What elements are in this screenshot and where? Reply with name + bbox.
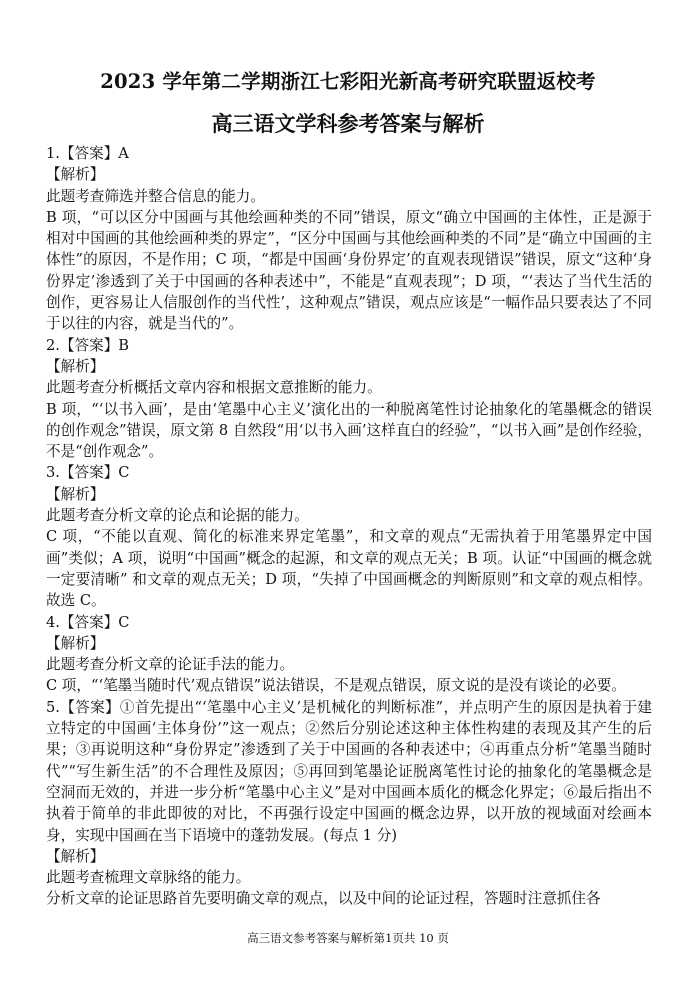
q1-analysis-label: 【解析】 [46, 166, 105, 184]
q4-answer: 4.【答案】C [46, 613, 130, 631]
q3-skill: 此题考查分析文章的论点和论据的能力。 [46, 507, 309, 525]
q1-answer: 1.【答案】A [46, 145, 129, 162]
q2-skill: 此题考查分析概括文章内容和根据文意推断的能力。 [46, 379, 382, 397]
q4-analysis-label: 【解析】 [46, 634, 105, 652]
q3-explanation: C 项，“不能以直观、简化的标准来界定笔墨”，和文章的观点“无需执着于用笔墨界定中国画”类似；A 项，说明“中国画”概念的起源，和文章的观点无关；B 项。认证“中国画的概念就一定要清晰” 和文章的观点无关；D 项，“失掉了中国画概念的判断原则”和文章的观点相悖。故选 C。 [46, 528, 652, 610]
q4-explanation: C 项，“‘笔墨当随时代’观点错误”说法错误，不是观点错误，原文说的是没有谈论的必要。 [46, 677, 626, 695]
document-subtitle: 高三语文学科参考答案与解析 [211, 111, 485, 136]
q2-analysis-label: 【解析】 [46, 357, 105, 375]
q5-skill: 此题考查梳理文章脉络的能力。 [46, 869, 251, 887]
q2-answer: 2.【答案】B [46, 336, 130, 354]
q1-skill: 此题考查筛选并整合信息的能力。 [46, 187, 265, 205]
q4-skill: 此题考查分析文章的论证手法的能力。 [46, 656, 295, 674]
q3-analysis-label: 【解析】 [46, 485, 105, 503]
q5-analysis-label: 【解析】 [46, 847, 105, 865]
document-title: 2023 学年第二学期浙江七彩阳光新高考研究联盟返校考 [100, 70, 596, 93]
q3-answer: 3.【答案】C [46, 464, 130, 482]
q5-explanation: 分析文章的论证思路首先要明确文章的观点，以及中间的论证过程，答题时注意抓住各 [46, 890, 601, 908]
q5-answer: 5.【答案】①首先提出“‘笔墨中心主义’是机械化的判断标准”，并点明产生的原因是执着于建立特定的中国画‘主体身份’”这一观点；②然后分别论述这种主体性构建的表现及其产生的后果；③再说明这种“身份界定”渗透到了关于中国画的各种表述中；④再重点分析“笔墨当随时代”“写生新生活”的不合理性及原因；⑤再回到笔墨论证脱离笔性讨论的抽象化的笔墨概念是空洞而无效的，并进一步分析“笔墨中心主义”是对中国画本质化的概念化界定；⑥最后指出不执着于简单的非此即彼的对比，不再强行设定中国画的概念边界，以开放的视域面对绘画本身，实现中国画在当下语境中的蓬勃发展。(每点 1 分) [46, 698, 652, 844]
q1-explanation: B 项，“可以区分中国画与其他绘画种类的不同”错误，原文“确立中国画的主体性，正是源于相对中国画的其他绘画种类的界定”，“区分中国画与其他绘画种类的不同”是“确立中国画的主体性”的原因，不是作用；C 项，“都是中国画‘身份界定’的直观表现错误”错误，原文“这种‘身份界定’渗透到了关于中国画的各种表述中”，不能是“直观表现”；D 项，“‘表达了当代生活的创作，更容易让人信服创作的当代性’，这种观点”错误，观点应该是“一幅作品只要表达了不同于以往的内容，就是当代的”。 [46, 208, 652, 333]
answer-content [46, 143, 652, 910]
page-footer: 高三语文参考答案与解析第1页共 10 页 [247, 931, 449, 945]
q2-explanation: B 项，“‘以书入画’，是由‘笔墨中心主义’演化出的一种脱离笔性讨论抽象化的笔墨概念的错误的创作观念”错误，原文第 8 自然段“用‘以书入画’这样直白的经验”，“以书入画”是创作经验，不是“创作观念”。 [46, 400, 652, 461]
